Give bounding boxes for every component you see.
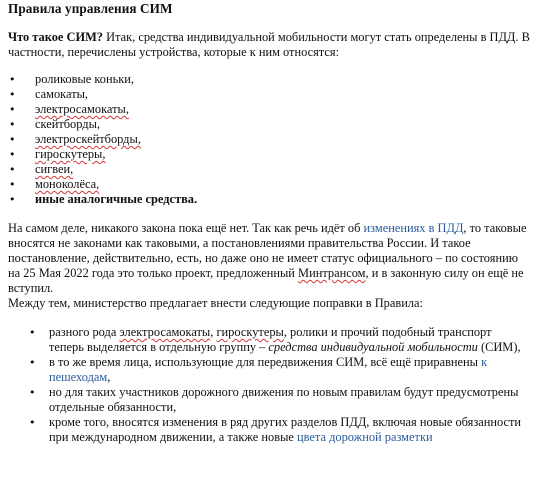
intro-paragraph	[8, 30, 533, 60]
amend-text: разного рода	[49, 325, 120, 339]
device-item	[35, 102, 197, 117]
device-item	[35, 162, 197, 177]
device-label: иные аналогичные средства.	[35, 192, 198, 206]
amendment-item	[49, 415, 529, 445]
body-paragraph	[8, 221, 533, 311]
para-text-3: , и в законную силу он ещё не вступил.	[8, 266, 524, 295]
amendment-item	[49, 325, 529, 355]
device-item	[35, 177, 197, 192]
device-label: электроскейтборды,	[35, 132, 141, 146]
device-item	[35, 147, 197, 162]
para-text-2: , то таковые вносятся не законами как таковыми, а постановлениями правительства России. И такое постановление, действительно, есть, но даже оно не имеет статус официального – по состоянию на 25 Мая 2022 года это только проект, предложенный	[8, 221, 527, 280]
link-road-marking-colors[interactable]: цвета дорожной разметки	[297, 430, 433, 444]
amendments-list	[49, 325, 529, 445]
link-pedestrians[interactable]: к пешеходам	[49, 355, 488, 384]
amend-text: ,	[210, 325, 217, 339]
device-label: моноколёса,	[35, 177, 100, 191]
para-minstrans: Минтрансом	[298, 266, 366, 280]
amend-text: , ролики и прочий подобный транспорт теперь выделяется в отдельную группу –	[49, 325, 492, 354]
device-label: роликовые коньки,	[35, 72, 135, 86]
link-ppd-changes[interactable]: изменениях в ПДД	[363, 221, 464, 235]
device-label: гироскутеры,	[35, 147, 106, 161]
amend-text: ,	[107, 370, 111, 384]
amend-emphasis: средства индивидуальной мобильности	[268, 340, 478, 354]
amend-text: электросамокаты	[119, 325, 211, 339]
device-item	[35, 117, 197, 132]
amendment-item	[49, 385, 529, 415]
paragraph-text	[8, 221, 533, 296]
device-label: сигвеи,	[35, 162, 74, 176]
device-item	[35, 87, 197, 102]
device-label: скейтборды,	[35, 117, 101, 131]
amend-text: в то же время лица, использующие для передвижения СИМ, всё ещё приравнены	[49, 355, 482, 369]
intro-text: Итак, средства индивидуальной мобильности могут стать определены в ПДД. В частности, перечислены устройства, которые к ним относятся:	[8, 30, 530, 59]
amend-text: но для таких участников дорожного движения по новым правилам будут предусмотрены отдельные обязанности,	[49, 385, 519, 414]
intro-question: Что такое СИМ?	[8, 30, 103, 44]
device-label: самокаты,	[35, 87, 89, 101]
amendment-item	[49, 355, 529, 385]
amend-text: кроме того, вносятся изменения в ряд других разделов ПДД, включая новые обязанности при международном движении, а также новые	[49, 415, 522, 444]
device-item	[35, 192, 197, 207]
document-heading: Правила управления СИМ	[8, 1, 173, 16]
device-item	[35, 132, 197, 147]
device-label: электросамокаты,	[35, 102, 129, 116]
paragraph-lead: Между тем, министерство предлагает внести следующие поправки в Правила:	[8, 296, 423, 310]
device-item	[35, 72, 197, 87]
amend-text: гироскутеры	[216, 325, 284, 339]
device-list	[35, 72, 197, 207]
amend-text: (СИМ),	[477, 340, 521, 354]
para-text-1: На самом деле, никакого закона пока ещё нет. Так как речь идёт об	[8, 221, 364, 235]
